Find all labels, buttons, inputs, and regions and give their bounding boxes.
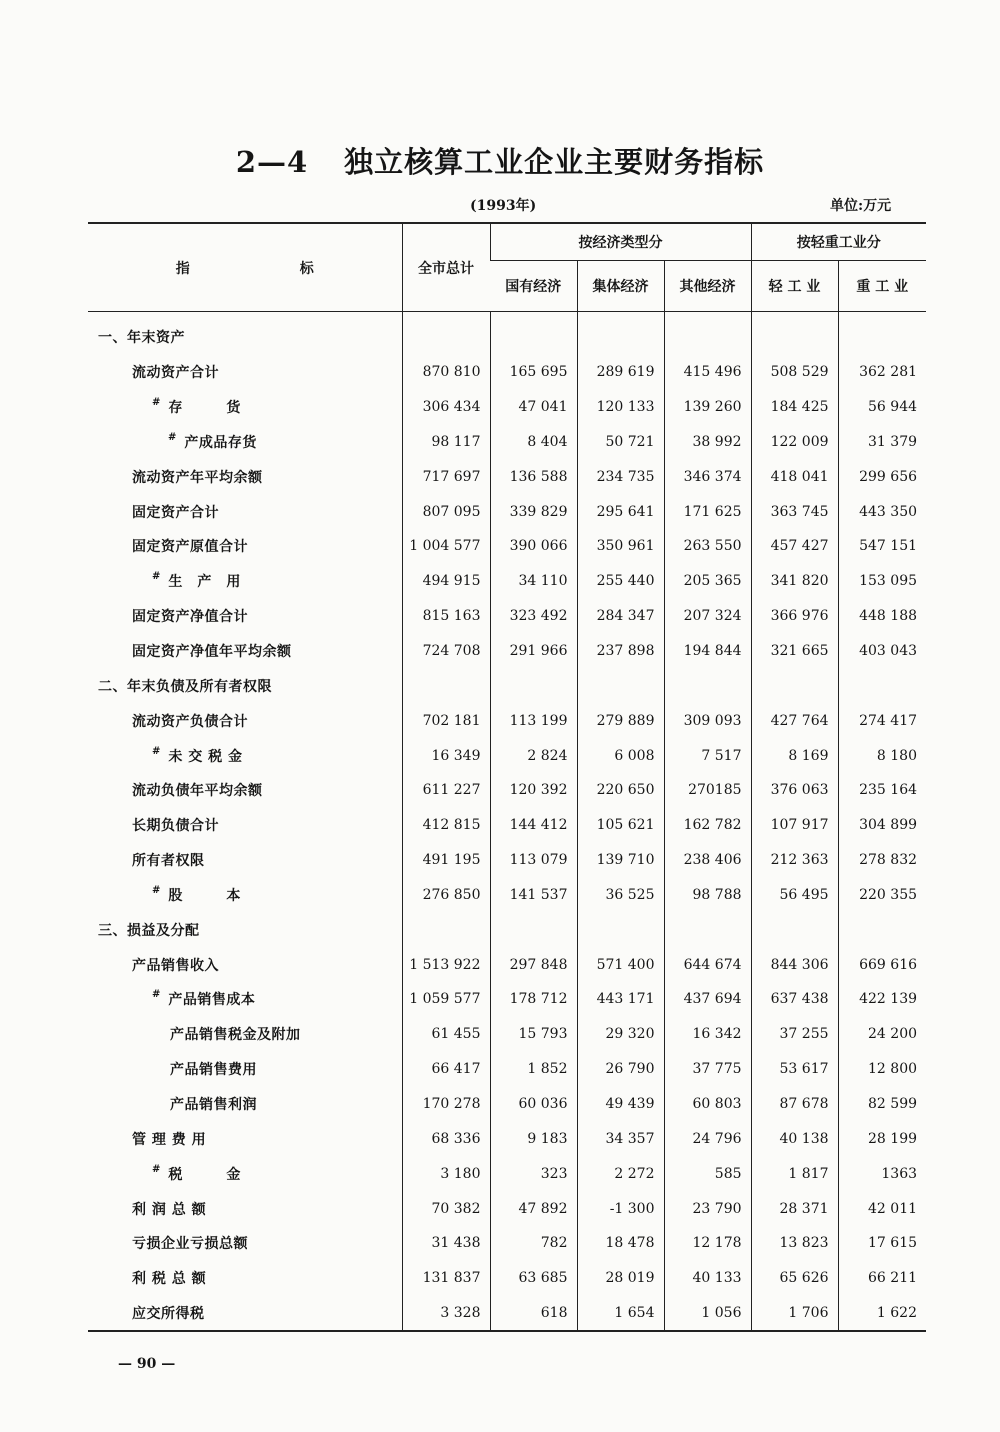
table-row bbox=[88, 703, 926, 738]
value-cell: 131 837 bbox=[402, 1261, 490, 1296]
value-cell: 8 169 bbox=[751, 738, 838, 773]
value-cell: 31 438 bbox=[402, 1226, 490, 1261]
value-cell bbox=[402, 912, 490, 947]
value-cell: 321 665 bbox=[751, 634, 838, 669]
value-cell: 422 139 bbox=[838, 982, 926, 1017]
value-cell: 815 163 bbox=[402, 599, 490, 634]
value-cell: 220 650 bbox=[577, 773, 664, 808]
table-row bbox=[88, 1296, 926, 1332]
row-label: 长期负债合计 bbox=[132, 818, 219, 835]
year-note: (1993年) bbox=[470, 198, 537, 214]
value-cell: 618 bbox=[490, 1296, 577, 1332]
value-cell: 16 349 bbox=[402, 738, 490, 773]
row-label: 产品销售费用 bbox=[170, 1062, 257, 1079]
value-cell bbox=[490, 312, 577, 355]
row-label-cell bbox=[88, 459, 402, 494]
value-cell: 299 656 bbox=[838, 459, 926, 494]
row-label: 二、年末负债及所有者权限 bbox=[98, 678, 272, 695]
value-cell: 18 478 bbox=[577, 1226, 664, 1261]
value-cell: 66 417 bbox=[402, 1052, 490, 1087]
value-cell: 427 764 bbox=[751, 703, 838, 738]
row-label-cell bbox=[88, 1052, 402, 1087]
table-row bbox=[88, 390, 926, 425]
table-row bbox=[88, 634, 926, 669]
row-label: 利 税 总 额 bbox=[132, 1271, 207, 1288]
value-cell: 56 944 bbox=[838, 390, 926, 425]
value-cell: -1 300 bbox=[577, 1191, 664, 1226]
value-cell: 376 063 bbox=[751, 773, 838, 808]
table-row bbox=[88, 599, 926, 634]
row-label: 三、损益及分配 bbox=[98, 922, 200, 939]
value-cell: 284 347 bbox=[577, 599, 664, 634]
value-cell: 323 bbox=[490, 1156, 577, 1191]
value-cell: 98 117 bbox=[402, 425, 490, 460]
value-cell: 289 619 bbox=[577, 355, 664, 390]
row-label-cell bbox=[88, 808, 402, 843]
value-cell: 448 188 bbox=[838, 599, 926, 634]
section-row bbox=[88, 912, 926, 947]
value-cell: 1 817 bbox=[751, 1156, 838, 1191]
value-cell: 8 404 bbox=[490, 425, 577, 460]
value-cell: 724 708 bbox=[402, 634, 490, 669]
value-cell: 40 138 bbox=[751, 1121, 838, 1156]
page-title bbox=[0, 140, 1000, 181]
value-cell bbox=[402, 668, 490, 703]
table-row bbox=[88, 1156, 926, 1191]
value-cell: 443 171 bbox=[577, 982, 664, 1017]
row-label: 股 本 bbox=[168, 887, 241, 904]
row-label-cell bbox=[88, 738, 402, 773]
value-cell: 49 439 bbox=[577, 1087, 664, 1122]
value-cell: 61 455 bbox=[402, 1017, 490, 1052]
value-cell: 547 151 bbox=[838, 529, 926, 564]
row-label: 产成品存货 bbox=[184, 434, 257, 451]
value-cell: 37 775 bbox=[664, 1052, 751, 1087]
value-cell: 36 525 bbox=[577, 878, 664, 913]
table-row bbox=[88, 1121, 926, 1156]
value-cell: 415 496 bbox=[664, 355, 751, 390]
value-cell: 1 622 bbox=[838, 1296, 926, 1332]
table-row bbox=[88, 494, 926, 529]
value-cell: 1 056 bbox=[664, 1296, 751, 1332]
value-cell bbox=[490, 668, 577, 703]
value-cell: 412 815 bbox=[402, 808, 490, 843]
value-cell bbox=[664, 912, 751, 947]
value-cell: 3 328 bbox=[402, 1296, 490, 1332]
value-cell: 153 095 bbox=[838, 564, 926, 599]
value-cell: 274 417 bbox=[838, 703, 926, 738]
value-cell: 362 281 bbox=[838, 355, 926, 390]
row-label-cell bbox=[88, 355, 402, 390]
value-cell: 437 694 bbox=[664, 982, 751, 1017]
value-cell: 702 181 bbox=[402, 703, 490, 738]
value-cell: 1 513 922 bbox=[402, 947, 490, 982]
value-cell: 28 371 bbox=[751, 1191, 838, 1226]
row-label-cell bbox=[88, 912, 402, 947]
value-cell: 3 180 bbox=[402, 1156, 490, 1191]
value-cell: 113 079 bbox=[490, 843, 577, 878]
value-cell: 297 848 bbox=[490, 947, 577, 982]
value-cell: 28 199 bbox=[838, 1121, 926, 1156]
value-cell bbox=[577, 312, 664, 355]
value-cell: 2 272 bbox=[577, 1156, 664, 1191]
table-row bbox=[88, 459, 926, 494]
value-cell: 63 685 bbox=[490, 1261, 577, 1296]
value-cell: 350 961 bbox=[577, 529, 664, 564]
value-cell: 270185 bbox=[664, 773, 751, 808]
value-cell: 2 824 bbox=[490, 738, 577, 773]
row-label: 流动资产合计 bbox=[132, 365, 219, 382]
row-label-cell bbox=[88, 529, 402, 564]
table-row bbox=[88, 808, 926, 843]
value-cell: 34 110 bbox=[490, 564, 577, 599]
value-cell: 644 674 bbox=[664, 947, 751, 982]
value-cell: 122 009 bbox=[751, 425, 838, 460]
value-cell: 29 320 bbox=[577, 1017, 664, 1052]
row-label: 利 润 总 额 bbox=[132, 1201, 207, 1218]
value-cell: 47 041 bbox=[490, 390, 577, 425]
row-label-cell bbox=[88, 843, 402, 878]
value-cell: 37 255 bbox=[751, 1017, 838, 1052]
value-cell bbox=[838, 668, 926, 703]
row-label: 固定资产合计 bbox=[132, 504, 219, 521]
value-cell: 42 011 bbox=[838, 1191, 926, 1226]
value-cell bbox=[838, 312, 926, 355]
note-mark: # bbox=[152, 745, 161, 757]
value-cell: 40 133 bbox=[664, 1261, 751, 1296]
value-cell: 304 899 bbox=[838, 808, 926, 843]
value-cell: 107 917 bbox=[751, 808, 838, 843]
value-cell: 12 800 bbox=[838, 1052, 926, 1087]
value-cell: 611 227 bbox=[402, 773, 490, 808]
row-label-cell bbox=[88, 878, 402, 913]
row-label: 未 交 税 金 bbox=[168, 748, 243, 765]
value-cell: 68 336 bbox=[402, 1121, 490, 1156]
row-label: 所有者权限 bbox=[132, 853, 205, 870]
value-cell: 508 529 bbox=[751, 355, 838, 390]
value-cell: 234 735 bbox=[577, 459, 664, 494]
value-cell: 782 bbox=[490, 1226, 577, 1261]
row-label-cell bbox=[88, 947, 402, 982]
value-cell: 16 342 bbox=[664, 1017, 751, 1052]
value-cell: 170 278 bbox=[402, 1087, 490, 1122]
value-cell: 162 782 bbox=[664, 808, 751, 843]
value-cell: 24 200 bbox=[838, 1017, 926, 1052]
value-cell: 220 355 bbox=[838, 878, 926, 913]
value-cell: 306 434 bbox=[402, 390, 490, 425]
value-cell: 717 697 bbox=[402, 459, 490, 494]
value-cell: 23 790 bbox=[664, 1191, 751, 1226]
value-cell: 105 621 bbox=[577, 808, 664, 843]
value-cell: 24 796 bbox=[664, 1121, 751, 1156]
unit-note: 单位:万元 bbox=[830, 198, 892, 214]
value-cell: 87 678 bbox=[751, 1087, 838, 1122]
value-cell: 669 616 bbox=[838, 947, 926, 982]
value-cell: 31 379 bbox=[838, 425, 926, 460]
row-label: 流动资产负债合计 bbox=[132, 713, 248, 730]
table-row bbox=[88, 529, 926, 564]
value-cell: 1 004 577 bbox=[402, 529, 490, 564]
col-header-state: 国有经济 bbox=[490, 261, 577, 312]
table-number: 2—4 bbox=[235, 145, 309, 179]
value-cell: 309 093 bbox=[664, 703, 751, 738]
indicator-header-char-1: 指 bbox=[175, 260, 190, 277]
financial-table bbox=[88, 222, 926, 1332]
row-label: 存 货 bbox=[168, 400, 241, 417]
row-label: 产品销售成本 bbox=[168, 992, 256, 1009]
indicator-header-char-2: 标 bbox=[299, 260, 314, 277]
row-label: 税 金 bbox=[168, 1166, 241, 1183]
col-header-other: 其他经济 bbox=[664, 261, 751, 312]
row-label-cell bbox=[88, 1191, 402, 1226]
value-cell: 807 095 bbox=[402, 494, 490, 529]
value-cell bbox=[577, 668, 664, 703]
value-cell: 403 043 bbox=[838, 634, 926, 669]
note-mark: # bbox=[152, 571, 161, 583]
value-cell: 212 363 bbox=[751, 843, 838, 878]
row-label: 流动资产年平均余额 bbox=[132, 469, 263, 486]
value-cell: 98 788 bbox=[664, 878, 751, 913]
value-cell: 1 654 bbox=[577, 1296, 664, 1332]
value-cell bbox=[664, 668, 751, 703]
total-header: 全市总计 bbox=[402, 223, 490, 312]
row-label: 管 理 费 用 bbox=[132, 1131, 207, 1148]
value-cell: 263 550 bbox=[664, 529, 751, 564]
value-cell: 13 823 bbox=[751, 1226, 838, 1261]
value-cell: 9 183 bbox=[490, 1121, 577, 1156]
value-cell bbox=[838, 912, 926, 947]
value-cell: 276 850 bbox=[402, 878, 490, 913]
value-cell: 278 832 bbox=[838, 843, 926, 878]
value-cell: 207 324 bbox=[664, 599, 751, 634]
table-row bbox=[88, 1017, 926, 1052]
value-cell: 194 844 bbox=[664, 634, 751, 669]
value-cell: 53 617 bbox=[751, 1052, 838, 1087]
value-cell: 15 793 bbox=[490, 1017, 577, 1052]
value-cell: 363 745 bbox=[751, 494, 838, 529]
table-row bbox=[88, 1052, 926, 1087]
value-cell: 8 180 bbox=[838, 738, 926, 773]
value-cell: 870 810 bbox=[402, 355, 490, 390]
table-row bbox=[88, 773, 926, 808]
value-cell: 60 036 bbox=[490, 1087, 577, 1122]
value-cell: 295 641 bbox=[577, 494, 664, 529]
value-cell: 390 066 bbox=[490, 529, 577, 564]
table-row bbox=[88, 1087, 926, 1122]
value-cell: 341 820 bbox=[751, 564, 838, 599]
col-header-collective: 集体经济 bbox=[577, 261, 664, 312]
table-row bbox=[88, 1261, 926, 1296]
row-label-cell bbox=[88, 1156, 402, 1191]
value-cell: 120 133 bbox=[577, 390, 664, 425]
value-cell: 491 195 bbox=[402, 843, 490, 878]
table-row bbox=[88, 1226, 926, 1261]
table-row bbox=[88, 982, 926, 1017]
value-cell: 235 164 bbox=[838, 773, 926, 808]
value-cell: 38 992 bbox=[664, 425, 751, 460]
value-cell: 28 019 bbox=[577, 1261, 664, 1296]
value-cell: 7 517 bbox=[664, 738, 751, 773]
section-row bbox=[88, 668, 926, 703]
row-label: 流动负债年平均余额 bbox=[132, 783, 263, 800]
value-cell: 139 260 bbox=[664, 390, 751, 425]
table-row bbox=[88, 843, 926, 878]
row-label: 一、年末资产 bbox=[98, 330, 185, 347]
table-row bbox=[88, 355, 926, 390]
value-cell: 1 852 bbox=[490, 1052, 577, 1087]
value-cell: 171 625 bbox=[664, 494, 751, 529]
value-cell: 205 365 bbox=[664, 564, 751, 599]
value-cell: 494 915 bbox=[402, 564, 490, 599]
note-mark: # bbox=[152, 397, 161, 409]
row-label-cell bbox=[88, 564, 402, 599]
row-label-cell bbox=[88, 494, 402, 529]
section-row bbox=[88, 312, 926, 355]
value-cell: 139 710 bbox=[577, 843, 664, 878]
value-cell bbox=[577, 912, 664, 947]
indicator-header bbox=[88, 223, 402, 312]
table-body bbox=[88, 312, 926, 1332]
row-label-cell bbox=[88, 668, 402, 703]
row-label-cell bbox=[88, 390, 402, 425]
value-cell: 255 440 bbox=[577, 564, 664, 599]
value-cell: 70 382 bbox=[402, 1191, 490, 1226]
value-cell: 26 790 bbox=[577, 1052, 664, 1087]
value-cell: 637 438 bbox=[751, 982, 838, 1017]
value-cell: 178 712 bbox=[490, 982, 577, 1017]
value-cell: 1363 bbox=[838, 1156, 926, 1191]
row-label-cell bbox=[88, 1017, 402, 1052]
note-mark: # bbox=[168, 431, 177, 443]
value-cell: 34 357 bbox=[577, 1121, 664, 1156]
row-label-cell bbox=[88, 1226, 402, 1261]
value-cell bbox=[402, 312, 490, 355]
value-cell bbox=[751, 668, 838, 703]
value-cell: 120 392 bbox=[490, 773, 577, 808]
value-cell: 65 626 bbox=[751, 1261, 838, 1296]
value-cell: 165 695 bbox=[490, 355, 577, 390]
value-cell: 47 892 bbox=[490, 1191, 577, 1226]
row-label: 产品销售收入 bbox=[132, 957, 219, 974]
value-cell bbox=[664, 312, 751, 355]
value-cell: 238 406 bbox=[664, 843, 751, 878]
page-number: — 90 — bbox=[118, 1356, 176, 1372]
value-cell: 60 803 bbox=[664, 1087, 751, 1122]
value-cell: 50 721 bbox=[577, 425, 664, 460]
value-cell: 66 211 bbox=[838, 1261, 926, 1296]
value-cell: 571 400 bbox=[577, 947, 664, 982]
value-cell: 141 537 bbox=[490, 878, 577, 913]
value-cell bbox=[751, 312, 838, 355]
row-label: 产品销售税金及附加 bbox=[170, 1027, 301, 1044]
value-cell bbox=[490, 912, 577, 947]
value-cell: 6 008 bbox=[577, 738, 664, 773]
row-label: 亏损企业亏损总额 bbox=[132, 1236, 248, 1253]
note-mark: # bbox=[152, 1163, 161, 1175]
value-cell: 418 041 bbox=[751, 459, 838, 494]
value-cell: 12 178 bbox=[664, 1226, 751, 1261]
row-label-cell bbox=[88, 773, 402, 808]
table-row bbox=[88, 425, 926, 460]
industry-type-header: 按轻重工业分 bbox=[751, 223, 926, 261]
value-cell: 56 495 bbox=[751, 878, 838, 913]
row-label-cell bbox=[88, 1261, 402, 1296]
row-label: 固定资产净值年平均余额 bbox=[132, 644, 292, 661]
value-cell: 323 492 bbox=[490, 599, 577, 634]
row-label-cell bbox=[88, 1121, 402, 1156]
col-header-light: 轻 工 业 bbox=[751, 261, 838, 312]
row-label-cell bbox=[88, 1087, 402, 1122]
value-cell: 17 615 bbox=[838, 1226, 926, 1261]
value-cell: 366 976 bbox=[751, 599, 838, 634]
row-label: 产品销售利润 bbox=[170, 1096, 257, 1113]
value-cell: 1 706 bbox=[751, 1296, 838, 1332]
value-cell: 279 889 bbox=[577, 703, 664, 738]
row-label-cell bbox=[88, 703, 402, 738]
row-label-cell bbox=[88, 1296, 402, 1332]
row-label: 生 产 用 bbox=[168, 574, 241, 591]
table-row bbox=[88, 947, 926, 982]
col-header-heavy: 重 工 业 bbox=[838, 261, 926, 312]
table-row bbox=[88, 738, 926, 773]
value-cell: 585 bbox=[664, 1156, 751, 1191]
value-cell: 844 306 bbox=[751, 947, 838, 982]
value-cell: 291 966 bbox=[490, 634, 577, 669]
value-cell: 443 350 bbox=[838, 494, 926, 529]
value-cell: 237 898 bbox=[577, 634, 664, 669]
note-mark: # bbox=[152, 884, 161, 896]
value-cell bbox=[751, 912, 838, 947]
value-cell: 144 412 bbox=[490, 808, 577, 843]
table-row bbox=[88, 878, 926, 913]
row-label-cell bbox=[88, 982, 402, 1017]
row-label-cell bbox=[88, 634, 402, 669]
value-cell: 1 059 577 bbox=[402, 982, 490, 1017]
row-label-cell bbox=[88, 425, 402, 460]
value-cell: 457 427 bbox=[751, 529, 838, 564]
row-label: 固定资产原值合计 bbox=[132, 539, 248, 556]
table-row bbox=[88, 1191, 926, 1226]
row-label: 固定资产净值合计 bbox=[132, 609, 248, 626]
value-cell: 113 199 bbox=[490, 703, 577, 738]
row-label-cell bbox=[88, 312, 402, 355]
value-cell: 346 374 bbox=[664, 459, 751, 494]
value-cell: 82 599 bbox=[838, 1087, 926, 1122]
row-label: 应交所得税 bbox=[132, 1306, 205, 1323]
row-label-cell bbox=[88, 599, 402, 634]
note-mark: # bbox=[152, 989, 161, 1001]
table-title-text: 独立核算工业企业主要财务指标 bbox=[344, 145, 765, 179]
value-cell: 184 425 bbox=[751, 390, 838, 425]
value-cell: 136 588 bbox=[490, 459, 577, 494]
economic-type-header: 按经济类型分 bbox=[490, 223, 751, 261]
value-cell: 339 829 bbox=[490, 494, 577, 529]
table-row bbox=[88, 564, 926, 599]
